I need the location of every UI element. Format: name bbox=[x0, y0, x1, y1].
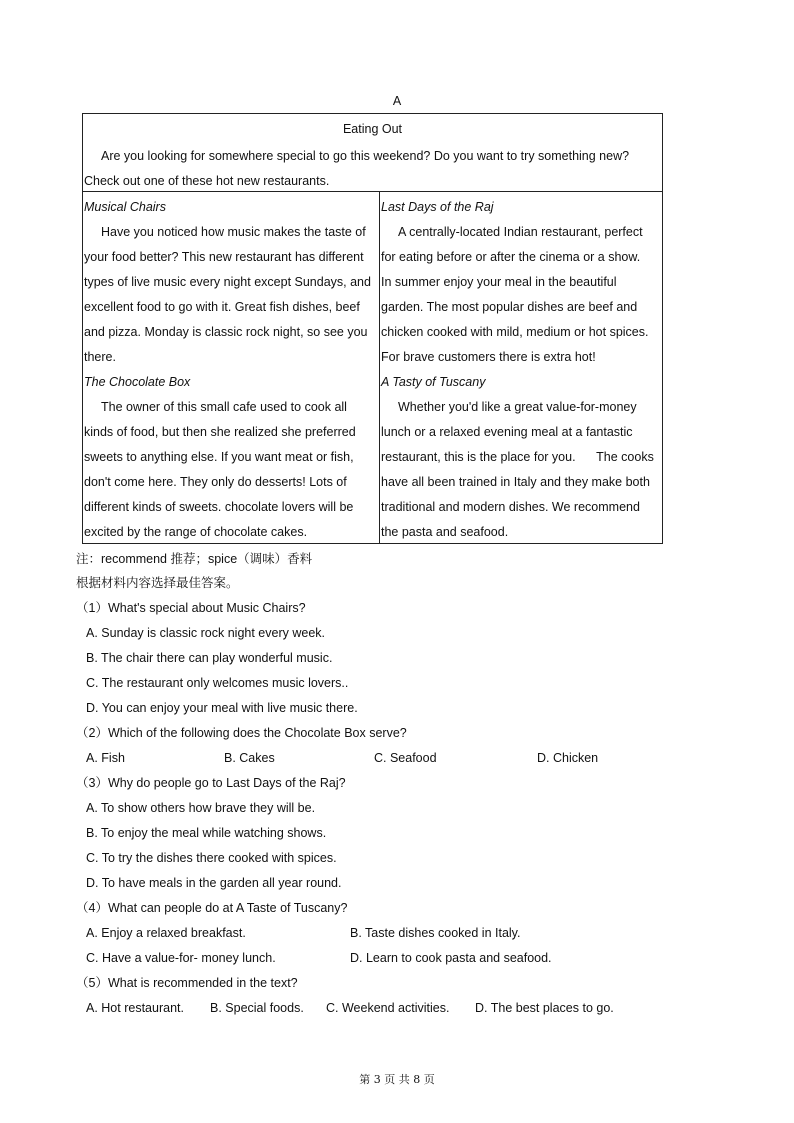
last-days-line: chicken cooked with mild, medium or hot spices. bbox=[381, 325, 649, 339]
question-option: A. To show others how brave they will be. bbox=[86, 801, 316, 815]
musical-chairs-line: there. bbox=[84, 350, 116, 364]
restaurant-name-chocolate-box: The Chocolate Box bbox=[84, 375, 191, 389]
question-option: D. Chicken bbox=[537, 751, 599, 765]
question-option: A. Sunday is classic rock night every week. bbox=[86, 626, 325, 640]
right-column bbox=[380, 191, 662, 544]
last-days-line: For brave customers there is extra hot! bbox=[381, 350, 596, 364]
chocolate-box-line: sweets to anything else. If you want meat or fish, bbox=[84, 450, 354, 464]
table-header bbox=[83, 114, 662, 192]
question-option: C. The restaurant only welcomes music lovers.. bbox=[86, 676, 349, 690]
last-days-line: A centrally-located Indian restaurant, perfect bbox=[398, 225, 643, 239]
question-stem: （2）Which of the following does the Chocolate Box serve? bbox=[76, 726, 407, 740]
tuscany-line: lunch or a relaxed evening meal at a fantastic bbox=[381, 425, 633, 439]
vocabulary-note: 注：recommend 推荐；spice（调味）香料 bbox=[76, 552, 313, 566]
question-option: D. You can enjoy your meal with live music there. bbox=[86, 701, 358, 715]
table-intro: Are you looking for somewhere special to go this weekend? Do you want to try something new? Check out one of these hot new restaurants. bbox=[84, 149, 630, 188]
tuscany-line: restaurant, this is the place for you. The cooks bbox=[381, 450, 654, 464]
chocolate-box-line: don't come here. They only do desserts! Lots of bbox=[84, 475, 347, 489]
question-option: B. To enjoy the meal while watching shows. bbox=[86, 826, 327, 840]
question-option: B. Cakes bbox=[224, 751, 275, 765]
question-stem: （5）What is recommended in the text? bbox=[76, 976, 298, 990]
tuscany-line: have all been trained in Italy and they make both bbox=[381, 475, 650, 489]
question-stem: （1）What's special about Music Chairs? bbox=[76, 601, 306, 615]
musical-chairs-line: Have you noticed how music makes the taste of bbox=[101, 225, 366, 239]
question-stem: （4）What can people do at A Taste of Tuscany? bbox=[76, 901, 348, 915]
instruction: 根据材料内容选择最佳答案。 bbox=[76, 576, 239, 590]
question-option: D. The best places to go. bbox=[475, 1001, 614, 1015]
last-days-line: In summer enjoy your meal in the beautiful bbox=[381, 275, 617, 289]
question-option: C. To try the dishes there cooked with spices. bbox=[86, 851, 337, 865]
question-option: C. Weekend activities. bbox=[326, 1001, 450, 1015]
question-option: B. Taste dishes cooked in Italy. bbox=[350, 926, 521, 940]
musical-chairs-line: types of live music every night except Sundays, and bbox=[84, 275, 371, 289]
left-column bbox=[83, 191, 380, 544]
restaurant-name-last-days: Last Days of the Raj bbox=[381, 200, 494, 214]
last-days-line: garden. The most popular dishes are beef and bbox=[381, 300, 638, 314]
question-option: D. To have meals in the garden all year round. bbox=[86, 876, 342, 890]
musical-chairs-line: and pizza. Monday is classic rock night, so see you bbox=[84, 325, 368, 339]
question-option: D. Learn to cook pasta and seafood. bbox=[350, 951, 552, 965]
restaurant-name-tuscany: A Tasty of Tuscany bbox=[381, 375, 486, 389]
section-label: A bbox=[392, 94, 402, 108]
chocolate-box-line: excited by the range of chocolate cakes. bbox=[84, 525, 308, 539]
chocolate-box-line: kinds of food, but then she realized she preferred bbox=[84, 425, 356, 439]
question-stem: （3）Why do people go to Last Days of the Raj? bbox=[76, 776, 346, 790]
restaurant-name-musical-chairs: Musical Chairs bbox=[84, 200, 166, 214]
musical-chairs-line: excellent food to go with it. Great fish dishes, beef bbox=[84, 300, 360, 314]
chocolate-box-line: The owner of this small cafe used to cook all bbox=[101, 400, 347, 414]
page-footer: 第 3 页 共 8 页 bbox=[359, 1073, 435, 1086]
question-option: C. Seafood bbox=[374, 751, 437, 765]
question-option: C. Have a value-for- money lunch. bbox=[86, 951, 276, 965]
question-option: A. Fish bbox=[86, 751, 125, 765]
question-option: B. Special foods. bbox=[210, 1001, 304, 1015]
question-option: A. Enjoy a relaxed breakfast. bbox=[86, 926, 246, 940]
question-option: A. Hot restaurant. bbox=[86, 1001, 184, 1015]
tuscany-line: traditional and modern dishes. We recommend bbox=[381, 500, 640, 514]
restaurant-table bbox=[82, 113, 663, 544]
chocolate-box-line: different kinds of sweets. chocolate lovers will be bbox=[84, 500, 354, 514]
tuscany-line: the pasta and seafood. bbox=[381, 525, 509, 539]
last-days-line: for eating before or after the cinema or a show. bbox=[381, 250, 641, 264]
tuscany-line: Whether you'd like a great value-for-money bbox=[398, 400, 637, 414]
question-option: B. The chair there can play wonderful music. bbox=[86, 651, 333, 665]
musical-chairs-line: your food better? This new restaurant has different bbox=[84, 250, 364, 264]
table-title: Eating Out bbox=[342, 122, 403, 136]
